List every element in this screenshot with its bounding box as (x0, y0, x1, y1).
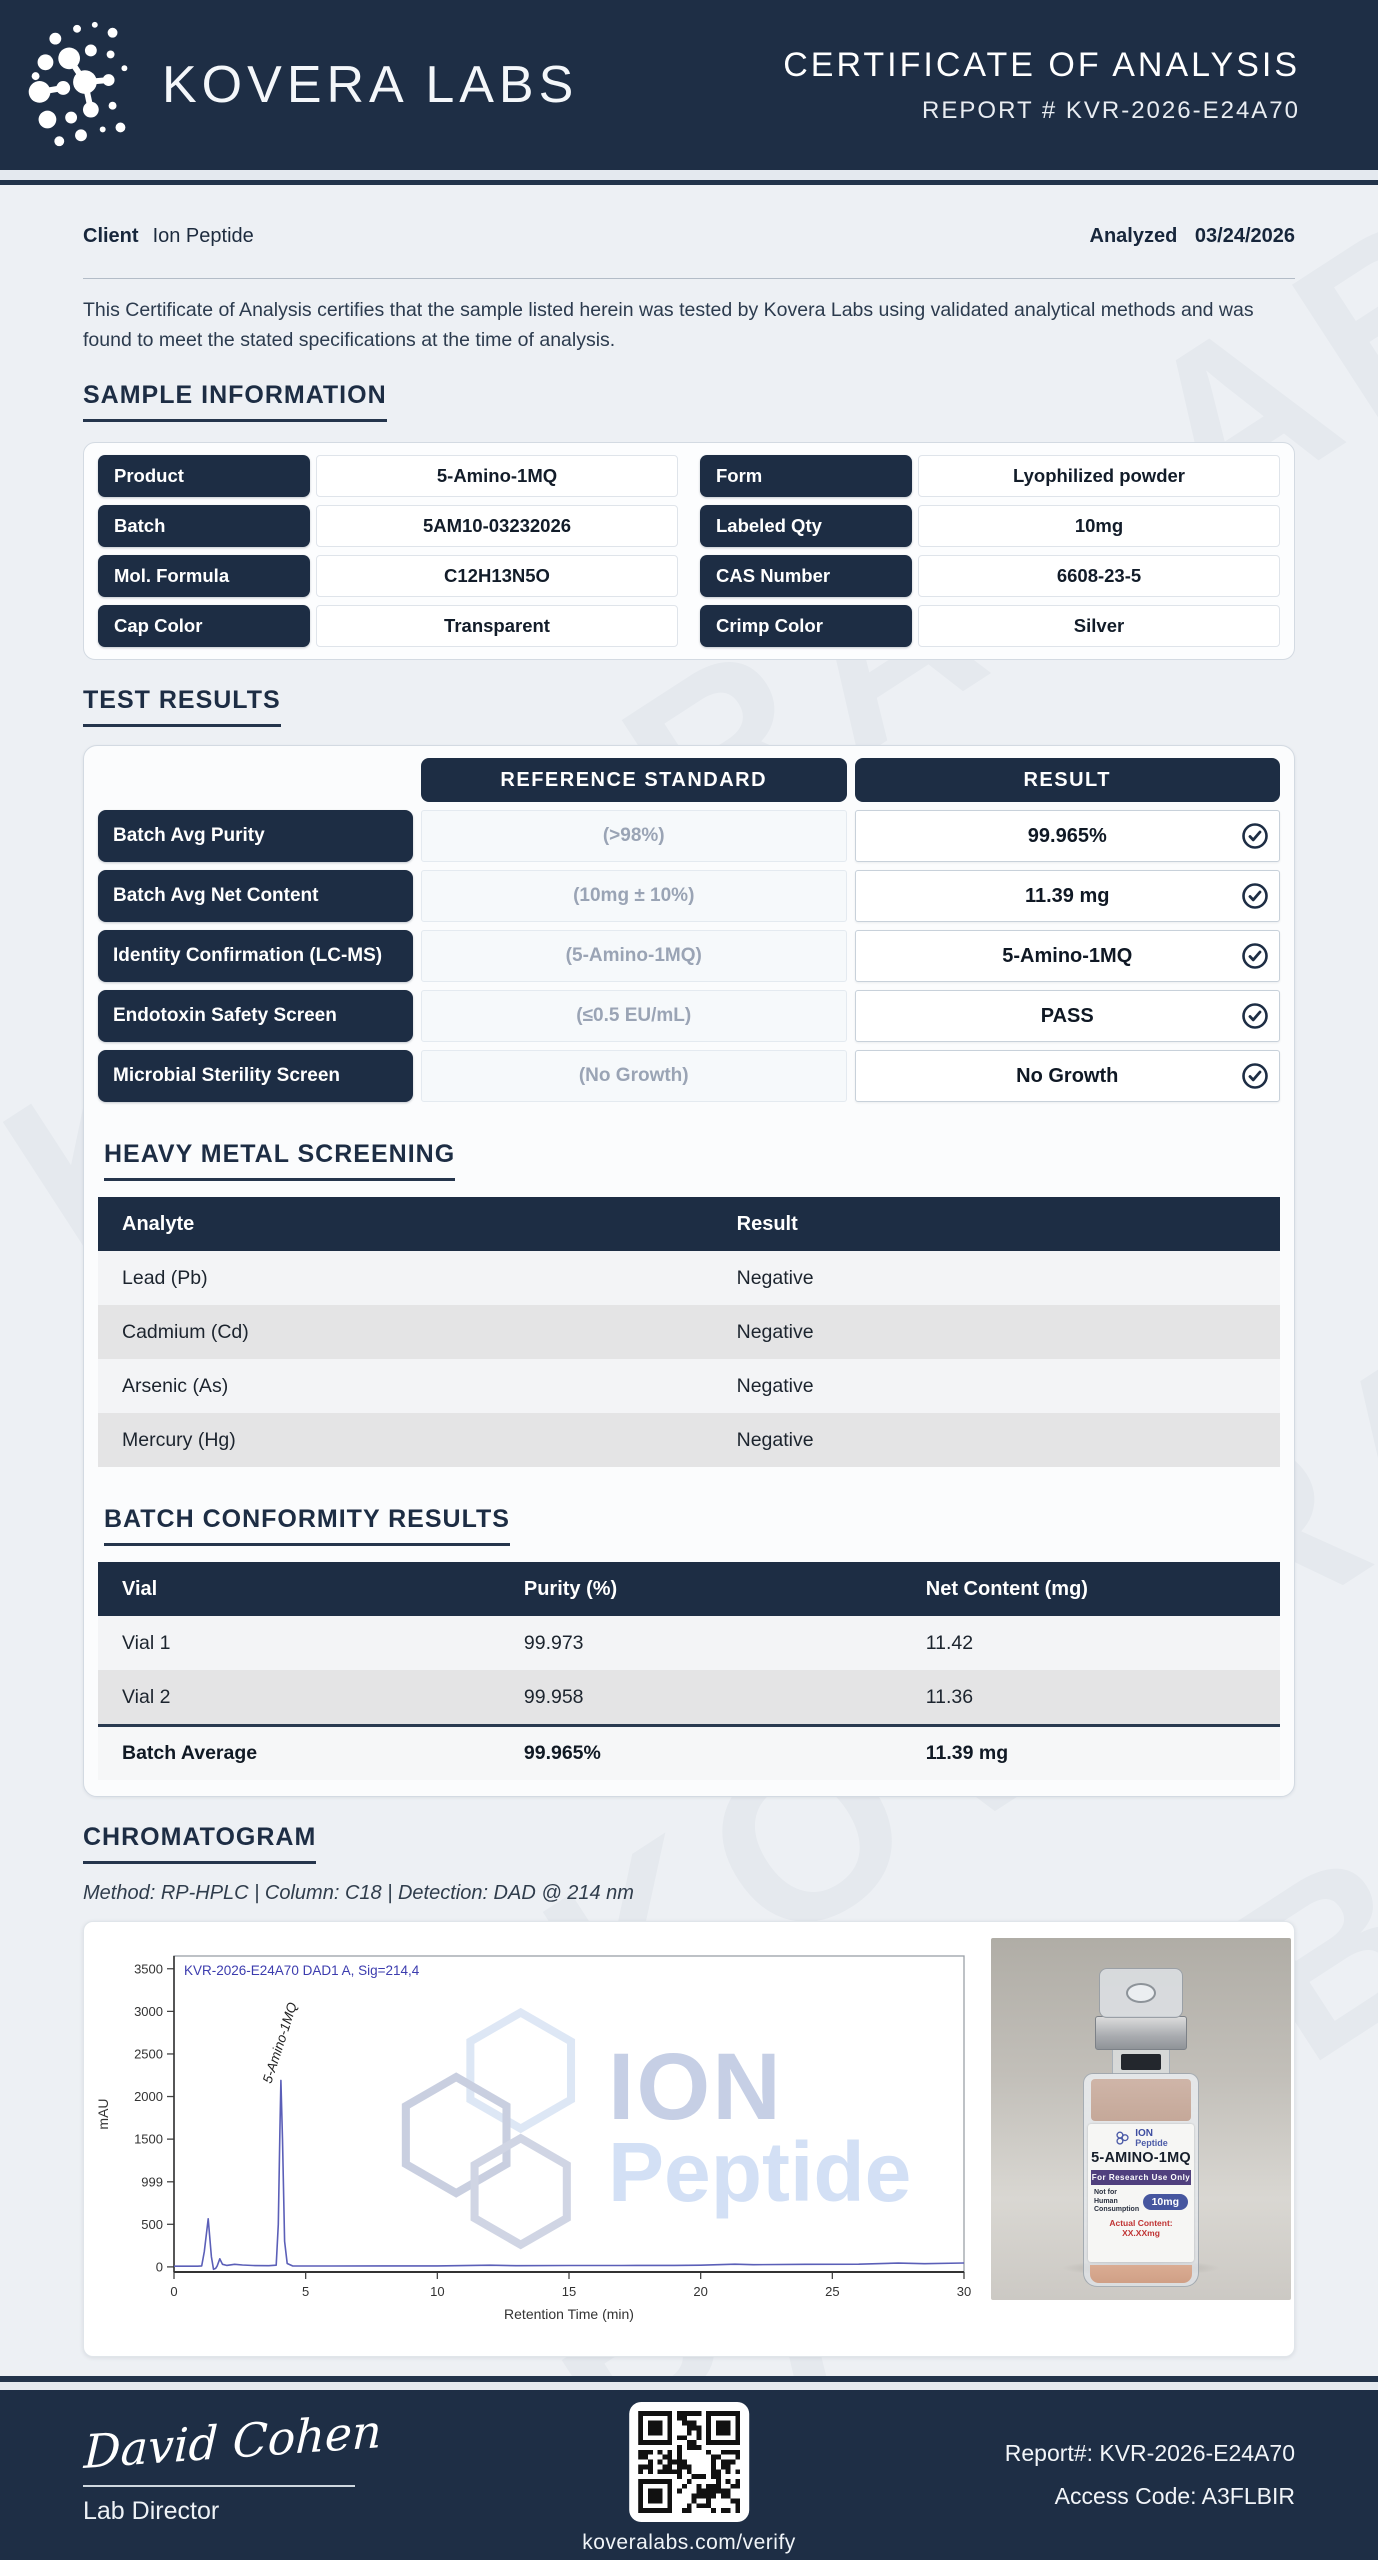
check-icon (1241, 942, 1269, 970)
field-label: Mol. Formula (98, 555, 310, 597)
product-vial (1083, 1968, 1199, 2287)
analyte-cell: Lead (Pb) (122, 1266, 208, 1289)
vial-crimp (1095, 2016, 1187, 2050)
result-value: 11.39 mg (1024, 884, 1110, 907)
document-body (0, 185, 1378, 2376)
field-label: Product (98, 455, 310, 497)
check-icon (1241, 1062, 1269, 1090)
test-row-reference: (No Growth) (421, 1050, 847, 1102)
brand-name: KOVERA LABS (162, 56, 579, 114)
test-row-label: Endotoxin Safety Screen (98, 990, 413, 1042)
sample-info-heading: SAMPLE INFORMATION (83, 381, 1295, 422)
verify-url[interactable]: koveralabs.com/verify (582, 2531, 796, 2554)
client-label: Client (83, 225, 139, 247)
sample-info-card (83, 442, 1295, 660)
svg-text:500: 500 (141, 2217, 163, 2233)
table-row (98, 1251, 1280, 1305)
column-header: Vial (122, 1577, 158, 1600)
svg-text:Retention Time (min): Retention Time (min) (504, 2306, 634, 2323)
test-row-label: Batch Avg Purity (98, 810, 413, 862)
svg-text:5: 5 (302, 2284, 310, 2300)
purity-cell: 99.958 (523, 1685, 584, 1708)
field-label: Labeled Qty (700, 505, 912, 547)
test-row-result (855, 990, 1281, 1042)
test-row-result (855, 870, 1281, 922)
vial-body (1083, 2073, 1199, 2287)
table-row (98, 1413, 1280, 1467)
vial-product-name: 5-AMINO-1MQ (1091, 2150, 1191, 2167)
table-row (98, 1305, 1280, 1359)
summary-label: Batch Average (122, 1742, 258, 1765)
vial-label (1088, 2124, 1194, 2262)
field-label: Form (700, 455, 912, 497)
test-row-reference: (>98%) (421, 810, 847, 862)
result-cell: Negative (736, 1374, 814, 1397)
qr-code-icon (638, 2411, 740, 2513)
sample-field (98, 605, 678, 647)
test-row-reference: (5-Amino-1MQ) (421, 930, 847, 982)
check-icon (1241, 1002, 1269, 1030)
field-value: 5AM10-03232026 (316, 505, 678, 547)
method-line: Method: RP-HPLC | Column: C18 | Detection: DAD @ 214 nm (83, 1882, 634, 1905)
analyte-cell: Cadmium (Cd) (122, 1320, 249, 1343)
footer-report-number: Report#: KVR-2026-E24A70 (1004, 2440, 1295, 2467)
signature-line (83, 2485, 355, 2487)
field-value: C12H13N5O (316, 555, 678, 597)
result-cell: Negative (736, 1266, 814, 1289)
vial-qty-badge: 10mg (1143, 2194, 1188, 2210)
header-separator (0, 170, 1378, 180)
test-row-result (855, 1050, 1281, 1102)
report-number-line: REPORT # KVR-2026-E24A70 (922, 96, 1300, 124)
results-card (83, 745, 1295, 1797)
vial-brand-line2: Peptide (1135, 2137, 1168, 2148)
signer-role: Lab Director (83, 2496, 220, 2525)
svg-text:2500: 2500 (134, 2046, 163, 2062)
svg-text:mAU: mAU (95, 2098, 111, 2130)
test-row-reference: (10mg ± 10%) (421, 870, 847, 922)
vial-cap (1099, 1968, 1183, 2018)
field-value: 10mg (918, 505, 1280, 547)
empty-corner (98, 758, 413, 802)
table-row (98, 1616, 1280, 1670)
analyte-cell: Arsenic (As) (122, 1374, 229, 1397)
svg-text:25: 25 (825, 2284, 840, 2300)
vial-cell: Vial 1 (122, 1631, 171, 1654)
sample-field (98, 455, 678, 497)
field-value: 5-Amino-1MQ (316, 455, 678, 497)
field-label: Batch (98, 505, 310, 547)
batch-average-row (98, 1724, 1280, 1780)
svg-text:3000: 3000 (134, 2004, 163, 2020)
check-icon (1241, 822, 1269, 850)
vial-actual-content: Actual Content: XX.XXmg (1109, 2217, 1173, 2238)
svg-text:20: 20 (693, 2284, 708, 2300)
signature-block (83, 2403, 383, 2526)
table-header-row (98, 1562, 1280, 1616)
page-title: CERTIFICATE OF ANALYSIS (783, 45, 1300, 84)
column-header: Net Content (mg) (925, 1577, 1088, 1600)
result-value: 5-Amino-1MQ (1002, 944, 1133, 967)
vial-photo (991, 1938, 1291, 2300)
divider (83, 278, 1295, 279)
sample-field (700, 505, 1280, 547)
result-value: No Growth (1016, 1064, 1119, 1087)
svg-text:1500: 1500 (134, 2132, 163, 2148)
sample-field (700, 555, 1280, 597)
test-row-result (855, 810, 1281, 862)
result-cell: Negative (736, 1428, 814, 1451)
footer-access-code: Access Code: A3FLBIR (1054, 2483, 1295, 2509)
test-results-heading: TEST RESULTS (83, 686, 1295, 727)
vial-brand-line1: ION (1135, 2128, 1154, 2140)
check-icon (1241, 882, 1269, 910)
vial-research-band: For Research Use Only (1091, 2170, 1191, 2185)
chromatogram-heading: CHROMATOGRAM (83, 1823, 1295, 1864)
chromatogram-card (83, 1921, 1295, 2357)
result-value: 99.965% (1027, 824, 1107, 847)
vial-logo (1091, 2129, 1191, 2147)
vial-warning: Not for Human Consumption (1094, 2189, 1140, 2214)
footer (0, 2390, 1378, 2560)
net-content-cell: 11.36 (925, 1685, 974, 1708)
field-value: Silver (918, 605, 1280, 647)
svg-text:0: 0 (155, 2259, 163, 2275)
svg-text:10: 10 (430, 2284, 445, 2300)
field-label: CAS Number (700, 555, 912, 597)
test-row-label: Identity Confirmation (LC-MS) (98, 930, 413, 982)
ion-circles-icon (1114, 2130, 1131, 2147)
sample-field (98, 555, 678, 597)
batch-conformity-table (98, 1562, 1280, 1780)
field-value: Transparent (316, 605, 678, 647)
heavy-metals-heading: HEAVY METAL SCREENING (104, 1140, 1280, 1181)
header (0, 0, 1378, 170)
result-value: PASS (1040, 1004, 1094, 1027)
svg-text:0: 0 (170, 2284, 178, 2300)
table-row (98, 1670, 1280, 1724)
footer-report-info (1005, 2432, 1295, 2517)
purity-cell: 99.973 (523, 1631, 584, 1654)
heavy-metals-table (98, 1197, 1280, 1467)
svg-text:15: 15 (561, 2284, 577, 2300)
test-row-reference: (≤0.5 EU/mL) (421, 990, 847, 1042)
vial-stopper (1121, 2054, 1161, 2070)
certification-statement: This Certificate of Analysis certifies that the sample listed herein was tested by Kovera Labs using validated analytical methods and was found to meet the stated specifications at the time of analysis. (83, 299, 1254, 352)
test-results-grid (98, 758, 1280, 1102)
field-value: Lyophilized powder (918, 455, 1280, 497)
client-value: Ion Peptide (152, 225, 254, 247)
sample-field (700, 605, 1280, 647)
analyzed-date: 03/24/2026 (1194, 225, 1295, 247)
batch-conformity-heading: BATCH CONFORMITY RESULTS (104, 1505, 1280, 1546)
sample-field (700, 455, 1280, 497)
field-label: Cap Color (98, 605, 310, 647)
signature: David Cohen (83, 2403, 383, 2479)
footer-separator (0, 2382, 1378, 2390)
field-label: Crimp Color (700, 605, 912, 647)
vial-liquid (1090, 2265, 1192, 2283)
column-header: Purity (%) (523, 1577, 618, 1600)
svg-text:KVR-2026-E24A70 DAD1 A, Sig=21: KVR-2026-E24A70 DAD1 A, Sig=214,4 (184, 1963, 420, 1979)
svg-text:2000: 2000 (134, 2089, 163, 2105)
svg-text:3500: 3500 (134, 1961, 163, 1977)
col-header-result: RESULT (855, 758, 1281, 802)
table-header-row (98, 1197, 1280, 1251)
analyzed-block (1090, 225, 1295, 248)
sample-field (98, 505, 678, 547)
vial-cell: Vial 2 (122, 1685, 171, 1708)
client-row (83, 185, 1295, 248)
svg-text:30: 30 (956, 2284, 972, 2300)
vial-powder (1091, 2079, 1191, 2121)
col-header-reference: REFERENCE STANDARD (421, 758, 847, 802)
analyte-cell: Mercury (Hg) (122, 1428, 236, 1451)
test-row-label: Microbial Sterility Screen (98, 1050, 413, 1102)
chromatogram-plot (86, 1926, 991, 2356)
svg-text:999: 999 (141, 2174, 163, 2190)
qr-code (629, 2402, 749, 2522)
kovera-logo-icon (16, 11, 144, 159)
result-cell: Negative (736, 1320, 814, 1343)
field-value: 6608-23-5 (918, 555, 1280, 597)
peak-annotation: 5-Amino-1MQ (259, 2000, 300, 2086)
test-row-result (855, 930, 1281, 982)
chromatogram-chart (84, 1922, 991, 2356)
summary-purity: 99.965% (523, 1742, 601, 1765)
vial-neck (1112, 2050, 1170, 2074)
verify-block (582, 2402, 796, 2555)
net-content-cell: 11.42 (925, 1631, 974, 1654)
column-header: Result (736, 1212, 798, 1235)
analyzed-label: Analyzed (1089, 225, 1178, 247)
column-header: Analyte (122, 1212, 195, 1235)
test-row-label: Batch Avg Net Content (98, 870, 413, 922)
summary-net-content: 11.39 mg (925, 1742, 1009, 1765)
watermark-ion-text: ION (608, 2034, 783, 2141)
table-row (98, 1359, 1280, 1413)
watermark-peptide-text: Peptide (608, 2124, 912, 2219)
